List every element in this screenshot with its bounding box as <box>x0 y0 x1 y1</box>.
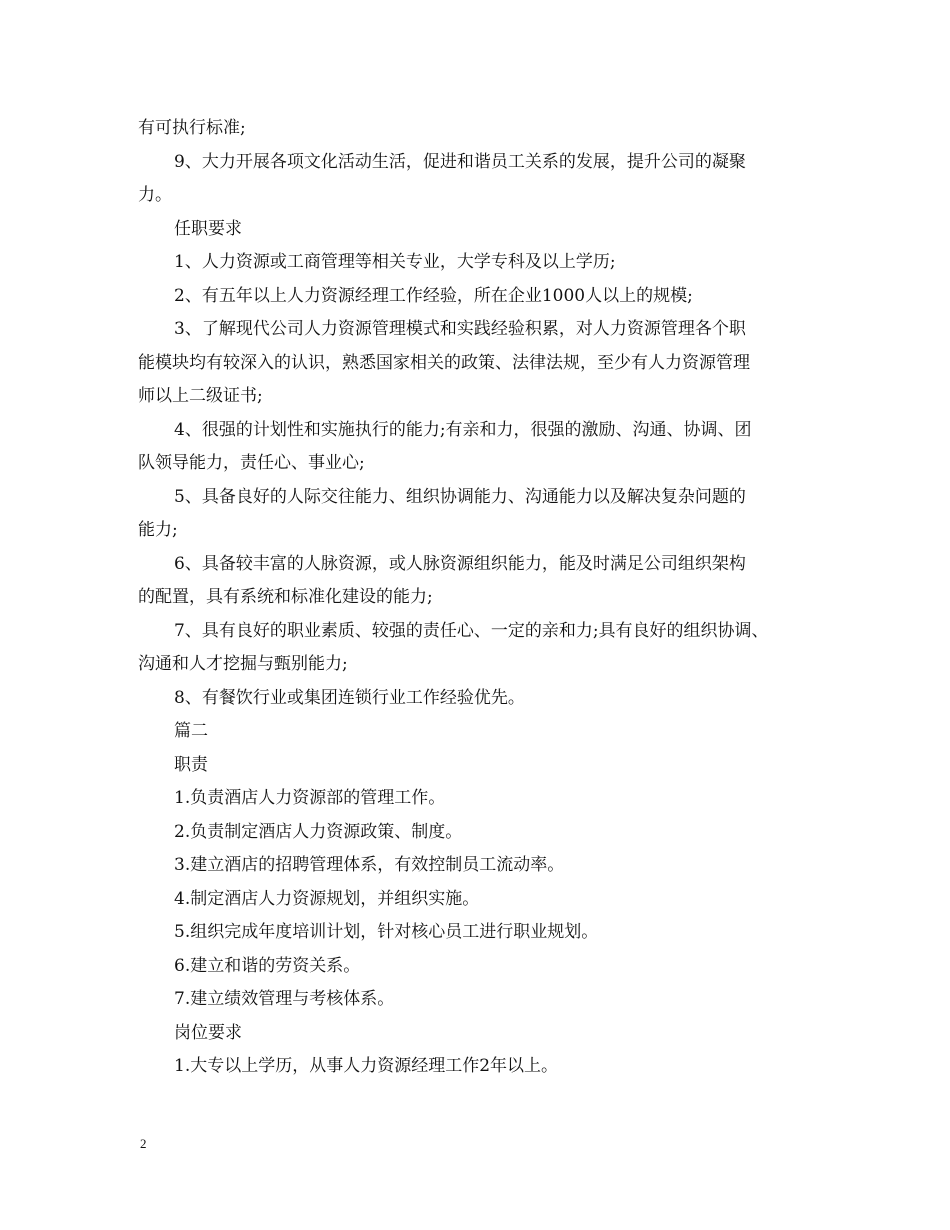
text-line: 8、有餐饮行业或集团连锁行业工作经验优先。 <box>174 687 525 708</box>
text-line: 9、大力开展各项文化活动生活，促进和谐员工关系的发展，提升公司的凝聚 <box>174 151 746 172</box>
text-line: 能模块均有较深入的认识，熟悉国家相关的政策、法律法规，至少有人力资源管理 <box>138 352 750 373</box>
text-line: 7、具有良好的职业素质、较强的责任心、一定的亲和力;具有良好的组织协调、 <box>174 620 769 641</box>
text-line: 职责 <box>174 754 208 775</box>
text-line: 队领导能力，责任心、事业心; <box>138 453 365 473</box>
text-line: 5、具备良好的人际交往能力、组织协调能力、沟通能力以及解决复杂问题的 <box>174 486 746 507</box>
text-line: 3、了解现代公司人力资源管理模式和实践经验积累，对人力资源管理各个职 <box>174 319 746 339</box>
text-line: 1.大专以上学历，从事人力资源经理工作2年以上。 <box>174 1056 559 1076</box>
text-line: 4、很强的计划性和实施执行的能力;有亲和力，很强的激励、沟通、协调、团 <box>174 419 752 440</box>
text-line: 1、人力资源或工商管理等相关专业，大学专科及以上学历; <box>174 252 616 272</box>
text-line: 沟通和人才挖掘与甄别能力; <box>138 654 348 674</box>
text-line: 有可执行标准; <box>138 118 246 138</box>
text-line: 任职要求 <box>174 218 242 239</box>
text-line: 能力; <box>138 520 178 540</box>
text-line: 2.负责制定酒店人力资源政策、制度。 <box>174 821 463 842</box>
text-line: 岗位要求 <box>174 1022 242 1043</box>
page-number: 2 <box>140 1136 147 1151</box>
text-line: 师以上二级证书; <box>138 386 263 406</box>
text-line: 2、有五年以上人力资源经理工作经验，所在企业1000人以上的规模; <box>174 285 693 306</box>
text-line: 6、具备较丰富的人脉资源，或人脉资源组织能力，能及时满足公司组织架构 <box>174 553 746 574</box>
text-line: 力。 <box>138 185 172 205</box>
text-line: 5.组织完成年度培训计划，针对核心员工进行职业规划。 <box>174 922 599 942</box>
text-line: 1.负责酒店人力资源部的管理工作。 <box>174 788 446 808</box>
text-line: 3.建立酒店的招聘管理体系，有效控制员工流动率。 <box>174 855 565 875</box>
text-line: 7.建立绩效管理与考核体系。 <box>174 989 395 1009</box>
document-body <box>138 112 818 1084</box>
text-line: 篇二 <box>174 721 208 741</box>
text-line: 6.建立和谐的劳资关系。 <box>174 955 361 976</box>
text-line: 的配置，具有系统和标准化建设的能力; <box>138 587 433 607</box>
text-line: 4.制定酒店人力资源规划，并组织实施。 <box>174 888 480 909</box>
